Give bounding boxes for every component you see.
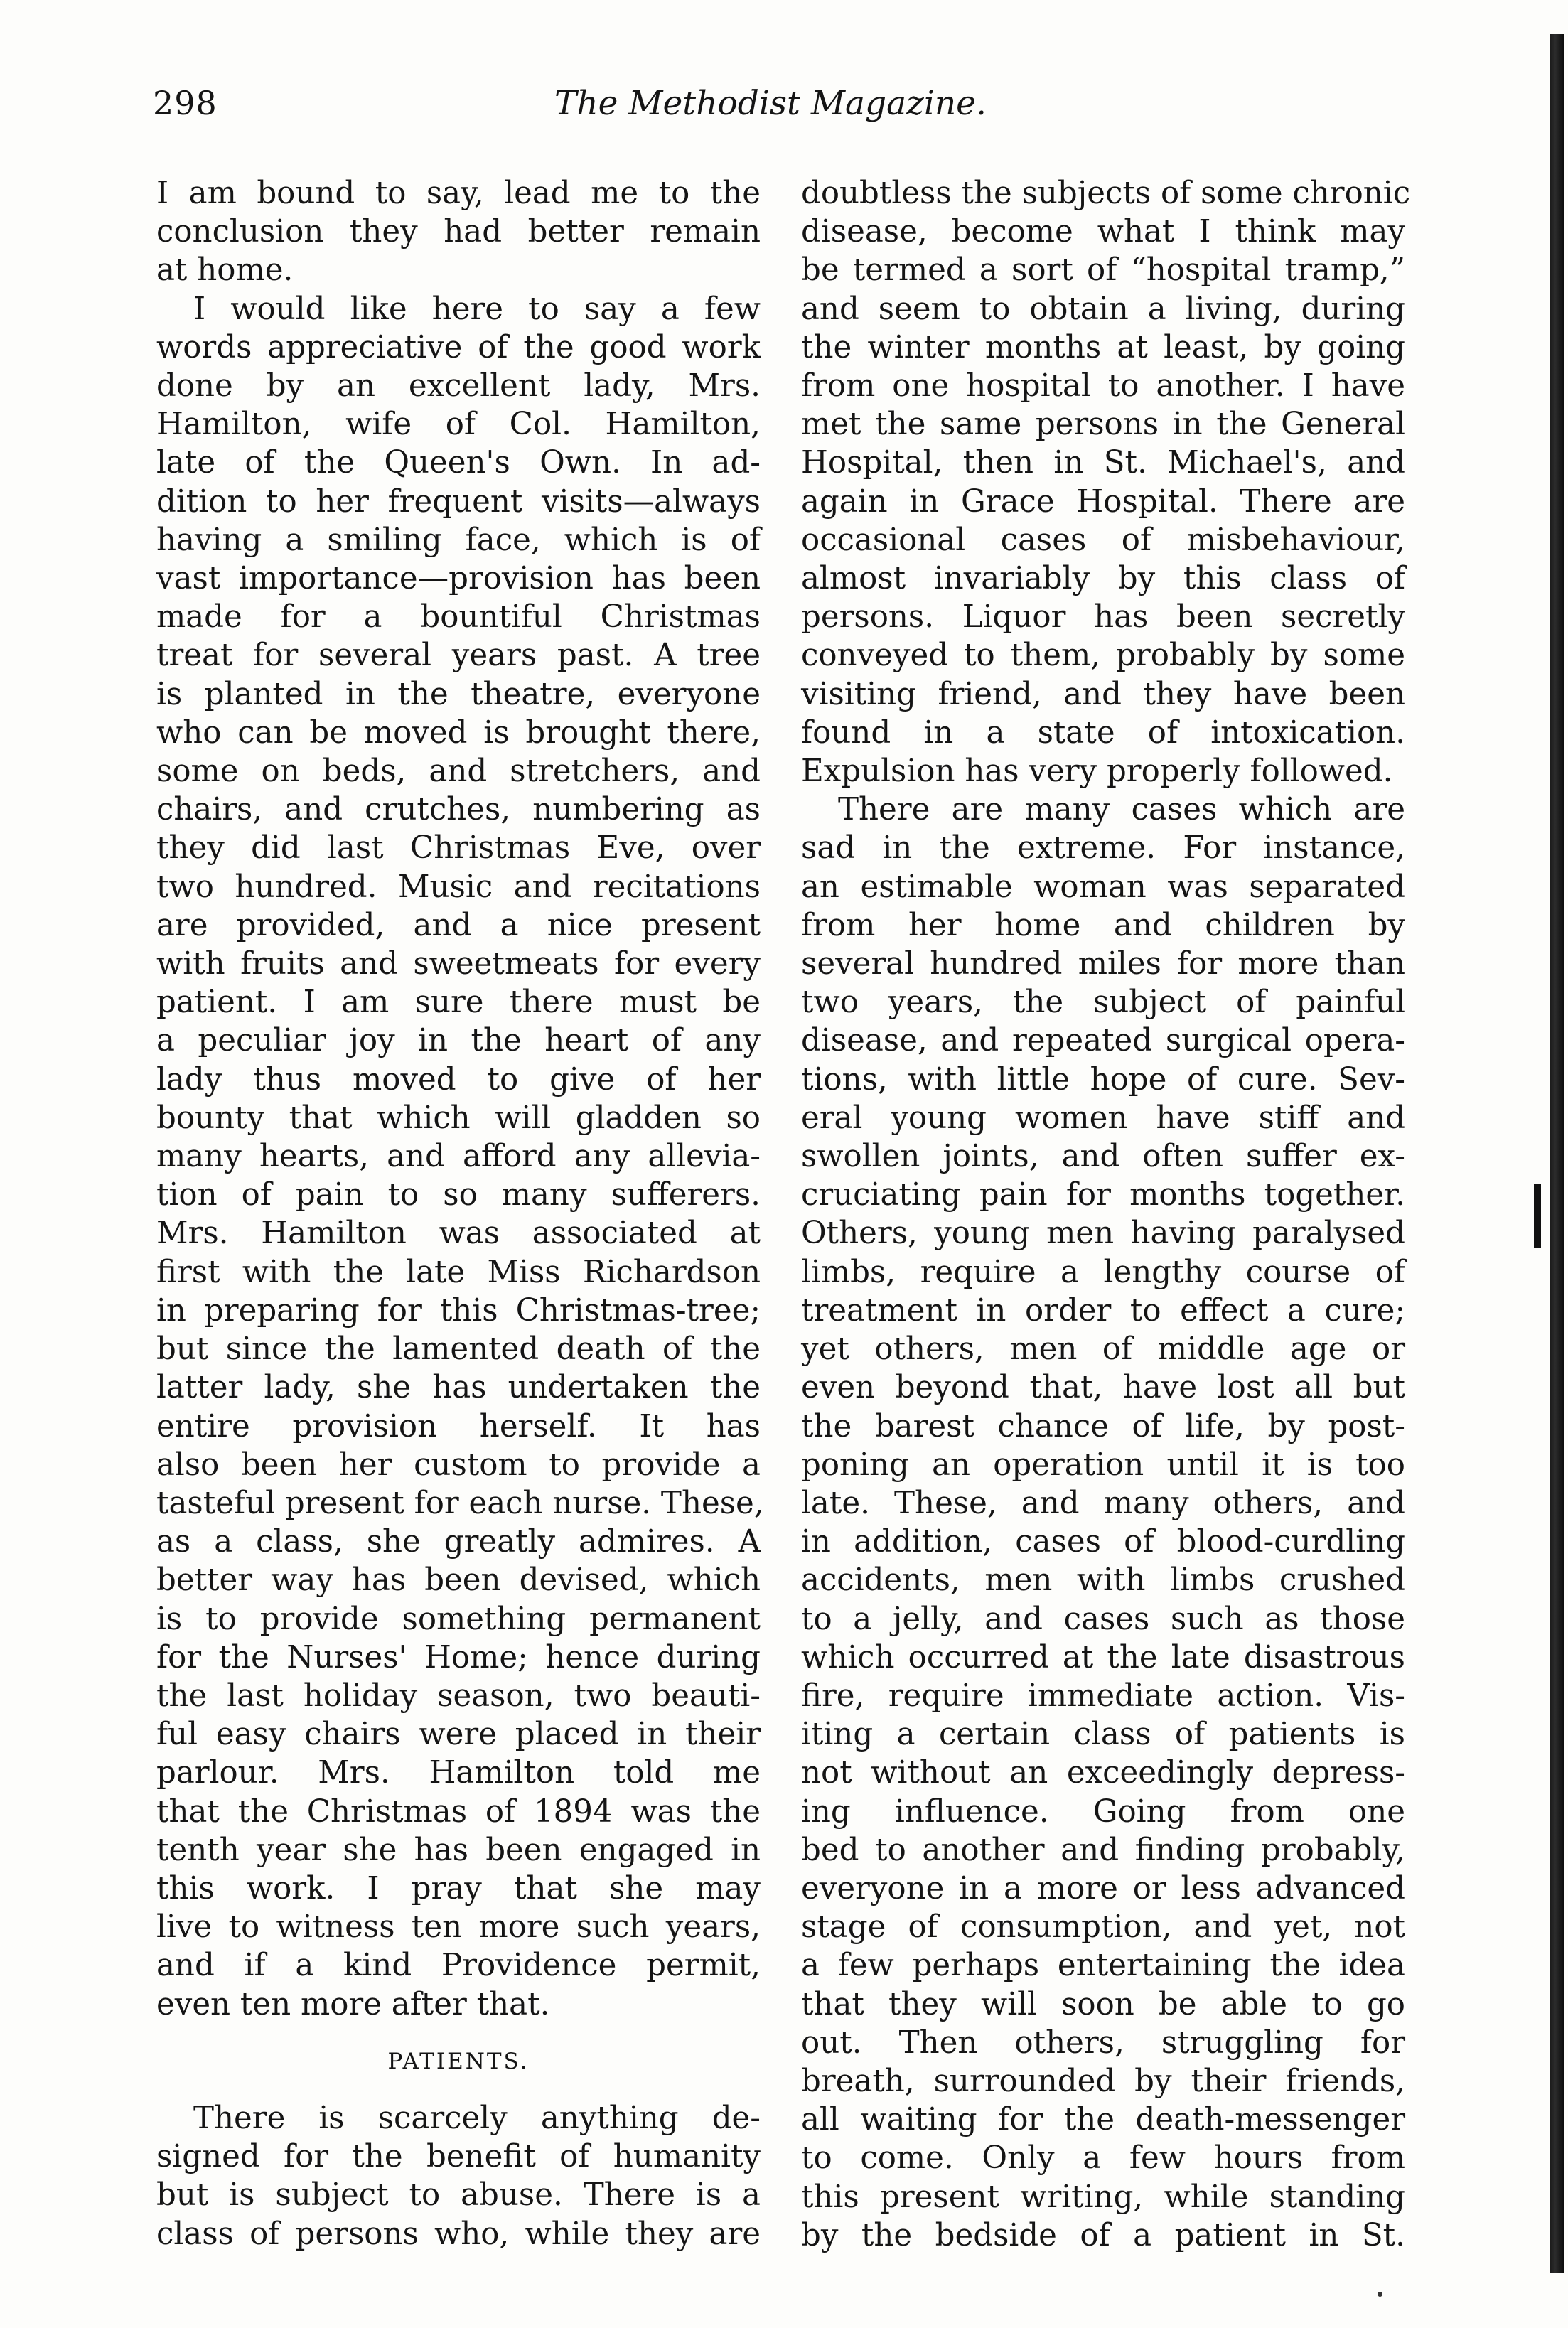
text-line: a peculiar joy in the heart of any xyxy=(156,1023,761,1059)
text-line: late. These, and many others, and xyxy=(801,1485,1405,1521)
text-line: as a class, she greatly admires. A xyxy=(156,1524,761,1560)
text-line: bounty that which will gladden so xyxy=(156,1100,761,1136)
text-line: conveyed to them, probably by some xyxy=(801,638,1405,674)
right-column xyxy=(801,174,1411,2255)
text-line: class of persons who, while they are xyxy=(156,2216,761,2252)
text-line: who can be moved is brought there, xyxy=(156,714,761,751)
text-line: lady thus moved to give of her xyxy=(156,1061,761,1098)
page-edge-mark xyxy=(1534,1184,1541,1248)
text-line: treatment in order to effect a cure; xyxy=(801,1292,1405,1329)
text-line: but is subject to abuse. There is a xyxy=(156,2177,761,2214)
text-line: some on beds, and stretchers, and xyxy=(156,753,761,790)
text-line: by the bedside of a patient in St. xyxy=(801,2217,1405,2253)
text-line: the winter months at least, by going xyxy=(801,329,1405,365)
text-line: be termed a sort of “hospital tramp,” xyxy=(801,252,1405,289)
text-line: Expulsion has very properly followed. xyxy=(801,753,1393,790)
text-line: all waiting for the death-messenger xyxy=(801,2102,1405,2138)
text-line: better way has been devised, which xyxy=(156,1562,761,1599)
text-line: sad in the extreme. For instance, xyxy=(801,830,1405,867)
text-line: limbs, require a lengthy course of xyxy=(801,1254,1405,1290)
text-line: is planted in the theatre, everyone xyxy=(156,676,761,712)
text-line: breath, surrounded by their friends, xyxy=(801,2063,1405,2099)
text-line: persons. Liquor has been secretly xyxy=(801,599,1405,635)
text-line: latter lady, she has undertaken the xyxy=(156,1370,761,1406)
text-line: almost invariably by this class of xyxy=(801,561,1405,597)
text-line: that the Christmas of 1894 was the xyxy=(156,1793,761,1830)
text-line: many hearts, and afford any allevia- xyxy=(156,1139,761,1175)
text-line: Others, young men having paralysed xyxy=(801,1216,1405,1252)
text-line: eral young women have stiff and xyxy=(801,1100,1405,1136)
text-line: the last holiday season, two beauti- xyxy=(156,1678,761,1714)
text-line: visiting friend, and they have been xyxy=(801,676,1405,712)
text-line: stage of consumption, and yet, not xyxy=(801,1909,1405,1946)
text-line: bed to another and finding probably, xyxy=(801,1832,1405,1868)
text-line: disease, and repeated surgical opera- xyxy=(801,1023,1405,1059)
text-line: I am bound to say, lead me to the xyxy=(156,176,761,211)
text-line: an estimable woman was separated xyxy=(801,869,1405,905)
text-line: accidents, men with limbs crushed xyxy=(801,1562,1405,1599)
text-line: There are many cases which are xyxy=(838,792,1405,828)
text-line: ful easy chairs were placed in their xyxy=(156,1717,761,1753)
text-line: occasional cases of misbehaviour, xyxy=(801,522,1405,558)
text-line: tenth year she has been engaged in xyxy=(156,1832,761,1868)
left-column-text-before-heading xyxy=(156,174,764,2024)
text-line: ing influence. Going from one xyxy=(801,1793,1405,1830)
text-line: and seem to obtain a living, during xyxy=(801,291,1405,327)
text-line: at home. xyxy=(156,252,294,289)
right-column-text xyxy=(801,174,1411,2255)
text-line: even beyond that, have lost all but xyxy=(801,1370,1405,1406)
text-line: found in a state of intoxication. xyxy=(801,714,1405,751)
text-line: dition to her frequent visits—always xyxy=(156,483,761,520)
text-line: first with the late Miss Richardson xyxy=(156,1254,761,1290)
text-line: done by an excellent lady, Mrs. xyxy=(156,368,761,404)
text-line: a few perhaps entertaining the idea xyxy=(801,1948,1405,1984)
text-line: to come. Only a few hours from xyxy=(801,2140,1405,2177)
text-line: signed for the benefit of humanity xyxy=(156,2139,761,2175)
text-line: There is scarcely anything de- xyxy=(193,2100,761,2136)
text-line: this present writing, while standing xyxy=(801,2179,1405,2215)
text-line: also been her custom to provide a xyxy=(156,1447,761,1483)
text-line: not without an exceedingly depress- xyxy=(801,1755,1405,1791)
text-line: even ten more after that. xyxy=(156,1986,550,2022)
text-line: Hospital, then in St. Michael's, and xyxy=(801,445,1405,481)
left-column-text-after-heading xyxy=(156,2099,761,2253)
text-line: late of the Queen's Own. In ad- xyxy=(156,445,761,481)
text-line: chairs, and crutches, numbering as xyxy=(156,792,761,828)
text-line: in addition, cases of blood-curdling xyxy=(801,1524,1405,1560)
text-line: I would like here to say a few xyxy=(193,291,761,327)
text-line: from her home and children by xyxy=(801,907,1405,943)
text-line: out. Then others, struggling for xyxy=(801,2024,1405,2061)
text-line: is to provide something permanent xyxy=(156,1601,761,1637)
text-line: parlour. Mrs. Hamilton told me xyxy=(156,1755,761,1791)
text-line: are provided, and a nice present xyxy=(156,907,761,943)
text-line: to a jelly, and cases such as those xyxy=(801,1601,1405,1637)
text-line: disease, become what I think may xyxy=(801,214,1405,250)
text-line: the barest chance of life, by post- xyxy=(801,1408,1405,1444)
section-heading-patients: PATIENTS. xyxy=(387,2048,530,2074)
text-line: which occurred at the late disastrous xyxy=(801,1639,1405,1675)
text-line: treat for several years past. A tree xyxy=(156,638,761,674)
left-column xyxy=(156,174,764,2253)
text-line: they did last Christmas Eve, over xyxy=(156,830,761,867)
text-line: two hundred. Music and recitations xyxy=(156,869,761,905)
text-line: Mrs. Hamilton was associated at xyxy=(156,1216,761,1252)
text-line: conclusion they had better remain xyxy=(156,214,761,250)
text-line: words appreciative of the good work xyxy=(156,329,761,365)
text-line: with fruits and sweetmeats for every xyxy=(156,946,761,982)
text-line: for the Nurses' Home; hence during xyxy=(156,1639,761,1675)
text-line: several hundred miles for more than xyxy=(801,946,1405,982)
text-line: tion of pain to so many sufferers. xyxy=(156,1177,761,1213)
text-line: yet others, men of middle age or xyxy=(801,1331,1405,1368)
text-line: in preparing for this Christmas-tree; xyxy=(156,1292,761,1329)
text-line: fire, require immediate action. Vis- xyxy=(801,1678,1405,1714)
text-line: from one hospital to another. I have xyxy=(801,368,1405,404)
text-line: swollen joints, and often suffer ex- xyxy=(801,1139,1405,1175)
text-line: again in Grace Hospital. There are xyxy=(801,483,1405,520)
text-line: live to witness ten more such years, xyxy=(156,1909,761,1946)
page-number: 298 xyxy=(153,84,218,122)
text-line: iting a certain class of patients is xyxy=(801,1717,1405,1753)
text-line: met the same persons in the General xyxy=(801,407,1405,443)
text-line: poning an operation until it is too xyxy=(801,1447,1405,1483)
text-line: but since the lamented death of the xyxy=(156,1331,761,1368)
text-line: cruciating pain for months together. xyxy=(801,1177,1405,1213)
ink-speck xyxy=(1378,2292,1382,2297)
text-line: doubtless the subjects of some chronic xyxy=(801,176,1411,211)
text-line: this work. I pray that she may xyxy=(156,1870,761,1906)
text-line: two years, the subject of painful xyxy=(801,985,1405,1021)
text-line: tasteful present for each nurse. These, xyxy=(156,1485,764,1521)
text-line: tions, with little hope of cure. Sev- xyxy=(801,1061,1405,1098)
running-title: The Methodist Magazine. xyxy=(554,84,987,123)
page-edge-shadow xyxy=(1550,34,1564,2273)
text-line: having a smiling face, which is of xyxy=(156,522,761,558)
text-line: Hamilton, wife of Col. Hamilton, xyxy=(156,407,761,443)
text-line: patient. I am sure there must be xyxy=(156,985,761,1021)
text-line: vast importance—provision has been xyxy=(156,561,761,597)
text-line: and if a kind Providence permit, xyxy=(156,1948,761,1984)
page-header xyxy=(153,84,1397,141)
text-line: made for a bountiful Christmas xyxy=(156,599,761,635)
text-line: everyone in a more or less advanced xyxy=(801,1870,1405,1906)
text-line: that they will soon be able to go xyxy=(801,1986,1405,2022)
text-line: entire provision herself. It has xyxy=(156,1408,761,1444)
